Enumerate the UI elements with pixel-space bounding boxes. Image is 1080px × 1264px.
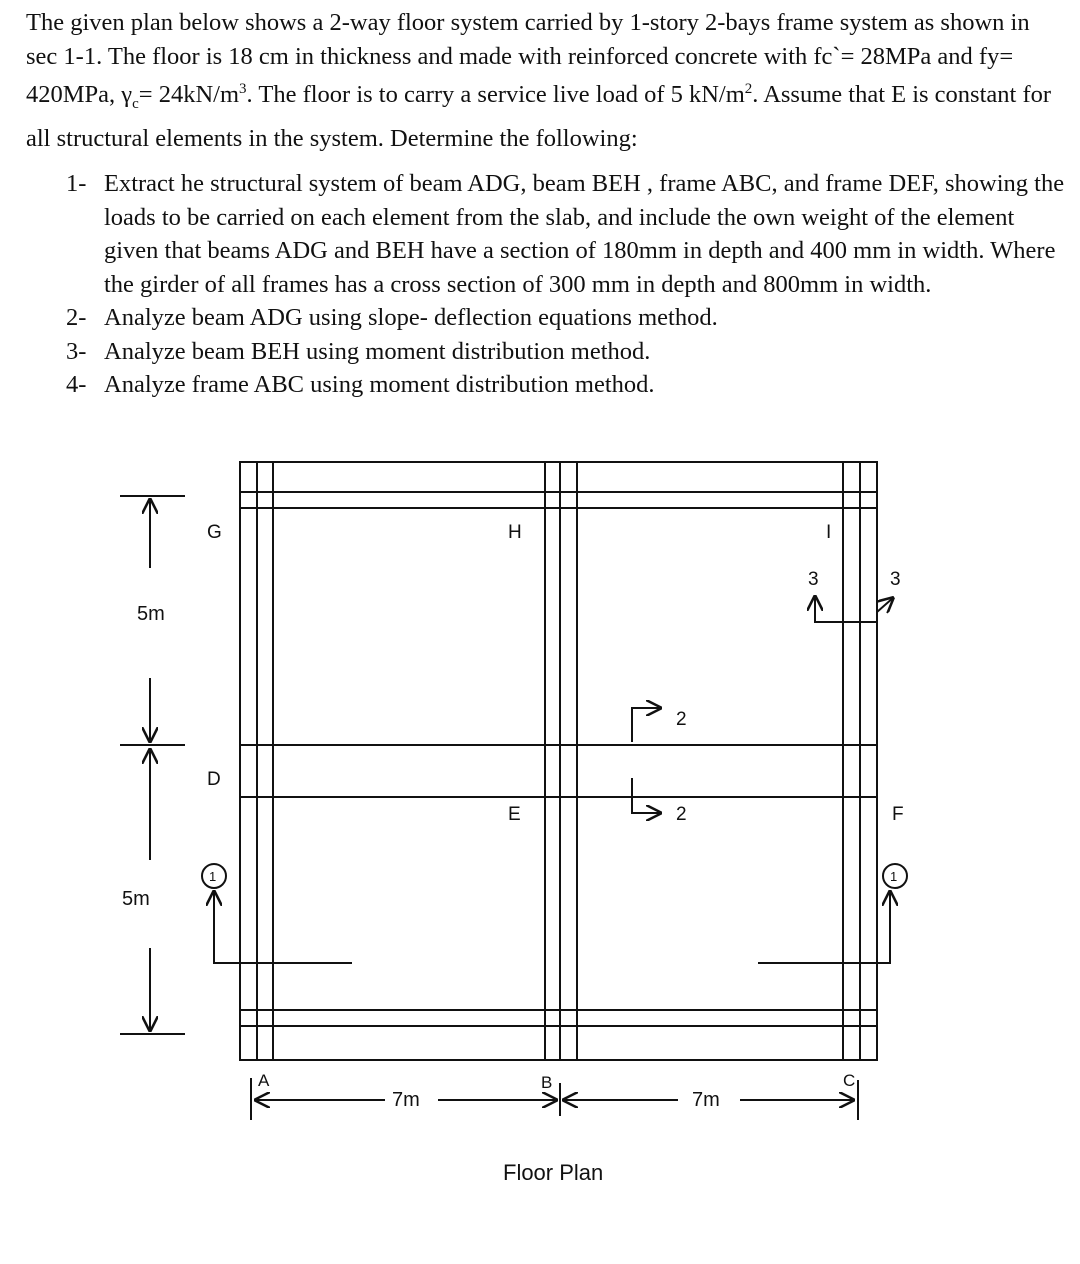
task-text: Analyze beam BEH using moment distribution method. bbox=[104, 337, 651, 365]
label-b: B bbox=[541, 1073, 553, 1092]
vertical-girders bbox=[257, 462, 860, 1060]
task-item bbox=[26, 335, 1066, 369]
slab-outline bbox=[240, 462, 877, 1060]
intro-paragraph: The given plan below shows a 2-way floor system carried by 1-story 2-bays frame system as shown in sec 1-1. The floor is 18 cm in thickness and made with reinforced concrete with fc`= 28MPa and fy= 420MPa, $\gamma_c= 24kN/m^3$. The floor is to carry a service live load of 5 $kN/m^2$. Assume that E is constant for all structural elements in the system. Determine the following: bbox=[26, 9, 1052, 152]
horizontal-beams bbox=[240, 492, 877, 1026]
dim-bay-bottom: 5m bbox=[122, 888, 150, 910]
section-2-label: 2 bbox=[676, 804, 687, 825]
task-number: 1- bbox=[66, 170, 87, 198]
dim-span-right: 7m bbox=[692, 1089, 720, 1111]
task-number: 2- bbox=[66, 304, 87, 332]
label-f: F bbox=[892, 804, 904, 825]
dashed-beam-ends bbox=[240, 508, 877, 1010]
task-list bbox=[26, 167, 1066, 402]
problem-statement bbox=[26, 6, 1066, 402]
section-1-marker bbox=[202, 864, 907, 963]
section-2-line-top bbox=[632, 708, 658, 742]
dim-span-left: 7m bbox=[392, 1089, 420, 1111]
section-2-line-bottom bbox=[632, 778, 658, 813]
label-d: D bbox=[207, 769, 221, 790]
bottom-dimensions bbox=[251, 1078, 858, 1120]
task-item bbox=[26, 167, 1066, 301]
section-1-label: 1 bbox=[209, 869, 217, 884]
plan-outline bbox=[240, 462, 877, 1060]
dim-bay-top: 5m bbox=[137, 603, 165, 625]
label-a: A bbox=[258, 1071, 270, 1090]
section-3-line bbox=[815, 610, 877, 622]
task-text: Analyze frame ABC using moment distribution method. bbox=[104, 371, 655, 399]
section-1-line-right bbox=[758, 892, 890, 963]
section-1-line-left bbox=[214, 892, 352, 963]
label-i: I bbox=[826, 522, 832, 543]
section-arrow bbox=[877, 597, 894, 612]
label-e: E bbox=[508, 804, 521, 825]
plan-caption: Floor Plan bbox=[503, 1160, 604, 1185]
section-2-label: 2 bbox=[676, 709, 687, 730]
section-3-marker bbox=[815, 595, 894, 622]
label-g: G bbox=[207, 522, 222, 543]
task-text: Analyze beam ADG using slope- deflection equations method. bbox=[104, 304, 718, 332]
task-text: Extract he structural system of beam ADG, beam BEH , frame ABC, and frame DEF, showing the loads to be carried on each element from the slab, and include the own weight of the element given that beams ADG and BEH have a section of 180mm in depth and 400 mm in width. Where the girder of all frames has a cross section of 300 mm in depth and 800mm in width. bbox=[104, 170, 1065, 298]
task-number: 3- bbox=[66, 337, 87, 365]
section-3-label: 3 bbox=[808, 569, 819, 590]
section-1-label: 1 bbox=[890, 869, 898, 884]
node-labels bbox=[207, 522, 904, 1092]
task-number: 4- bbox=[66, 371, 87, 399]
left-dimensions bbox=[120, 496, 185, 1034]
floor-plan-drawing bbox=[0, 440, 1080, 1200]
label-h: H bbox=[508, 522, 522, 543]
section-3-label: 3 bbox=[890, 569, 901, 590]
label-c: C bbox=[843, 1071, 856, 1090]
task-item bbox=[26, 368, 1066, 402]
task-item bbox=[26, 301, 1066, 335]
